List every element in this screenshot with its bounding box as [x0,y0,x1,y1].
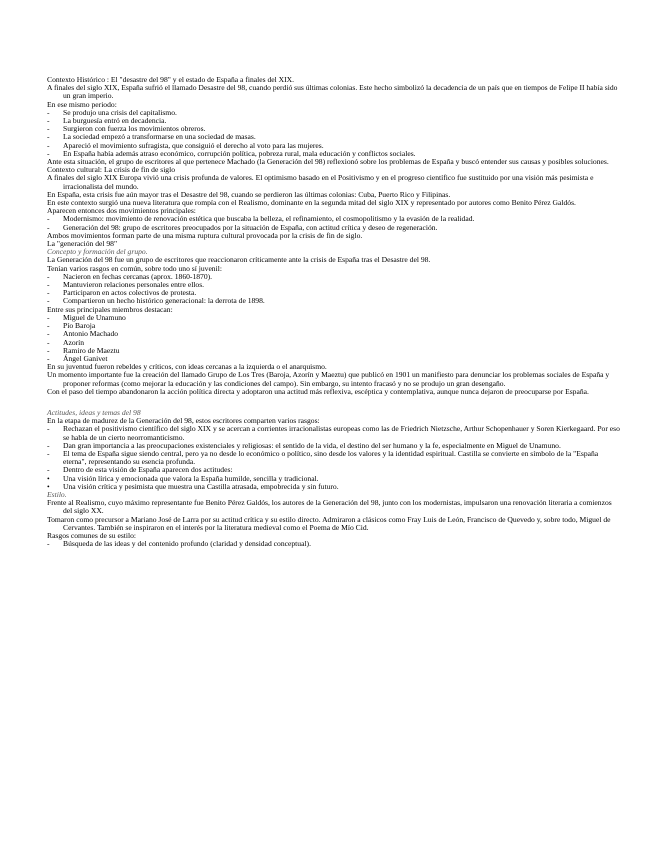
bullet-list-4 [47,314,622,363]
paragraph: Entre sus principales miembros destacan: [47,304,173,314]
list-item: - Participaron en actos colectivos de protesta. [47,288,197,298]
bullet-list-6 [47,475,622,491]
heading-generation-98: La "generación del 98" [47,239,118,249]
list-item: • Una visión crítica y pesimista que muestra una Castilla atrasada, empobrecida y sin futuro. [47,481,339,491]
subheading-concept: Concepto y formación del grupo. [47,247,148,257]
list-item: - Surgieron con fuerza los movimientos obreros. [47,124,206,134]
list-item: - Ángel Ganivet [47,353,108,363]
paragraph: Con el paso del tiempo abandonaron la acción política directa y adoptaron una actitud más reflexiva, escéptica y contemplativa, aunque nunca dejaron de preocuparse por España. [47,386,589,396]
paragraph: Ante esta situación, el grupo de escritores al que pertenece Machado (la Generación del 98) reflexionó sobre los problemas de España y buscó entender sus causas y posibles soluciones. [47,157,609,167]
bullet-list-1 [47,109,622,158]
list-item: - Apareció el movimiento sufragista, que consiguió el derecho al voto para las mujeres. [47,140,324,150]
list-item: - La burguesía entró en decadencia. [47,116,167,126]
paragraph: A finales del siglo XIX, España sufrió el llamado Desastre del 98, cuando perdió sus últimas colonias. Este hecho simbolizó la decadencia de un país que en tiempos de Felipe II había sido un gran imperio. [47,83,618,101]
paragraph: Tenían varios rasgos en común, sobre todo uno sí juvenil: [47,263,222,273]
paragraph: Frente al Realismo, cuyo máximo representante fue Benito Pérez Galdós, los autores de la Generación del 98, junto con los modernistas, impulsaron una renovación literaria a comienzos del siglo XX. [47,498,612,516]
list-item: - Nacieron en fechas cercanas (aprox. 1860-1870). [47,271,213,281]
paragraph: En España, esta crisis fue aún mayor tras el Desastre del 98, cuando se perdieron las últimas colonias: Cuba, Puerto Rico y Filipinas. [47,189,451,199]
list-item: - Modernismo: movimiento de renovación estética que buscaba la belleza, el refinamiento, el cosmopolitismo y la evasión de la realidad. [47,214,475,224]
list-item: - Mantuvieron relaciones personales entre ellos. [47,280,205,290]
bullet-list-7 [47,540,622,548]
list-item: - Pío Baroja [47,321,96,331]
paragraph: Tomaron como precursor a Mariano José de Larra por su actitud crítica y su estilo directo. Admiraron a clásicos como Fray Luis de León, Francisco de Quevedo y, sobre todo, Miguel de Cervantes. También se inspiraron en el interés por la literatura medieval como el Poema de Mío Cid. [47,514,611,532]
paragraph: Ambos movimientos forman parte de una misma ruptura cultural provocada por la crisis de fin de siglo. [47,230,363,240]
list-item: - Ramiro de Maeztu [47,345,120,355]
document-page [47,76,622,548]
list-item: • Una visión lírica y emocionada que valora la España humilde, sencilla y tradicional. [47,473,319,483]
paragraph: Aparecen entonces dos movimientos principales: [47,206,196,216]
paragraph: En la etapa de madurez de la Generación del 98, estos escritores comparten varios rasgos: [47,416,320,426]
list-item: - Generación del 98: grupo de escritores preocupados por la situación de España, con actitud crítica y deseo de regeneración. [47,222,438,232]
spacer [47,396,622,405]
paragraph: En ese mismo periodo: [47,99,117,109]
paragraph: En este contexto surgió una nueva literatura que rompía con el Realismo, dominante en la segunda mitad del siglo XIX y representado por autores como Benito Pérez Galdós. [47,198,576,208]
bullet-list-2 [47,215,622,231]
list-item: - La sociedad empezó a transformarse en una sociedad de masas. [47,132,256,142]
subheading-attitudes: Actitudes, ideas y temas del 98 [47,407,141,417]
paragraph: A finales del siglo XIX Europa vivió una crisis profunda de valores. El optimismo basado en el Positivismo y en el progreso científico fue sustituido por una visión más pesimista e irracionalista del mundo. [47,173,594,191]
list-item: - El tema de España sigue siendo central, pero ya no desde lo económico o político, sino desde los valores y la identidad espiritual. Castilla se convierte en símbolo de la "España eterna", representando su esencia profunda. [47,448,599,467]
heading-historical-context: Contexto Histórico : El "desastre del 98" y el estado de España a finales del XIX. [47,75,295,84]
list-item: - Dan gran importancia a las preocupaciones existenciales y religiosas: el sentido de la vida, el destino del ser humano y la fe, especialmente en Miguel de Unamuno. [47,440,561,450]
list-item: - Miguel de Unamuno [47,312,126,322]
list-item: - En España había además atraso económico, corrupción política, pobreza rural, mala educación y conflictos sociales. [47,148,416,158]
list-item: - Antonio Machado [47,329,119,339]
paragraph: La Generación del 98 fue un grupo de escritores que reaccionaron críticamente ante la crisis de España tras el Desastre del 98. [47,255,431,265]
list-item: - Dentro de esta visión de España aparecen dos actitudes: [47,465,233,475]
subheading-style: Estilo. [47,489,67,499]
paragraph: En su juventud fueron rebeldes y críticos, con ideas cercanas a la izquierda o el anarquismo. [47,362,327,372]
list-item: - Rechazan el positivismo científico del siglo XIX y se acercan a corrientes irracionalistas europeas como las de Friedrich Nietzsche, Arthur Schopenhauer y Soren Kierkegaard. Por eso se habla de un cierto neorromanticismo. [47,424,620,442]
heading-cultural-context: Contexto cultural: La crisis de fin de siglo [47,165,176,175]
paragraph: Rasgos comunes de su estilo: [47,530,137,540]
list-item: - Búsqueda de las ideas y del contenido profundo (claridad y densidad conceptual). [47,539,311,549]
list-item: - Compartieron un hecho histórico generacional: la derrota de 1898. [47,296,265,306]
bullet-list-3 [47,273,622,306]
bullet-list-5 [47,425,622,474]
paragraph: Un momento importante fue la creación del llamado Grupo de Los Tres (Baroja, Azorín y Maeztu) que publicó en 1901 un manifiesto para denunciar los problemas sociales de España y proponer reformas (como mejorar la educación y las condiciones del campo). Sin embargo, su intento fracasó y no se produjo un gran desengaño. [47,370,610,388]
list-item: - Azorín [47,337,85,347]
list-item: - Se produjo una crisis del capitalismo. [47,107,177,117]
